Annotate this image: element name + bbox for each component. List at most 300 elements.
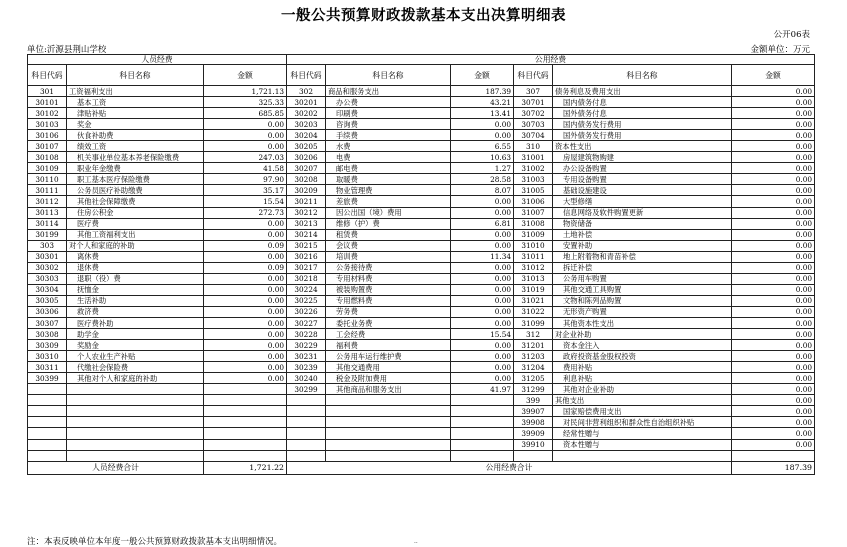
personnel-code-cell [28,395,67,406]
personnel-code-cell: 30101 [28,97,67,108]
public-right-code-cell: 31001 [514,152,553,163]
public-mid-code-cell [287,417,326,428]
public-right-code-cell: 31003 [514,174,553,185]
public-mid-name-cell: 租赁费 [326,229,451,240]
personnel-amount-cell [204,450,287,461]
public-mid-code-cell: 302 [287,86,326,97]
public-right-code-cell: 31007 [514,207,553,218]
table-row [28,152,815,163]
public-right-amount-cell: 0.00 [732,196,815,207]
public-right-amount-cell: 0.00 [732,417,815,428]
public-right-code-cell: 31022 [514,306,553,317]
personnel-amount-cell [204,417,287,428]
personnel-name-cell [67,417,204,428]
public-right-amount-cell: 0.00 [732,185,815,196]
table-row [28,196,815,207]
public-mid-code-cell: 30224 [287,284,326,295]
personnel-amount-cell: 0.00 [204,251,287,262]
public-right-name-cell: 利息补贴 [553,373,732,384]
public-mid-name-cell: 委托业务费 [326,317,451,328]
public-mid-amount-cell: 11.34 [451,251,514,262]
public-right-name-cell: 房屋建筑物购建 [553,152,732,163]
public-mid-code-cell: 30231 [287,351,326,362]
public-right-amount-cell: 0.00 [732,329,815,340]
public-right-name-cell: 资本性赠与 [553,439,732,450]
public-mid-name-cell: 被装购置费 [326,284,451,295]
public-mid-code-cell: 30205 [287,141,326,152]
personnel-name-cell: 机关事业单位基本养老保险缴费 [67,152,204,163]
public-mid-name-cell: 邮电费 [326,163,451,174]
public-mid-code-cell: 30212 [287,207,326,218]
public-right-name-cell: 无形资产购置 [553,306,732,317]
personnel-amount-cell: 0.00 [204,340,287,351]
public-right-code-cell: 31019 [514,284,553,295]
table-row [28,273,815,284]
public-mid-amount-cell: 0.00 [451,240,514,251]
public-mid-name-cell: 专用材料费 [326,273,451,284]
public-mid-amount-cell: 8.07 [451,185,514,196]
public-right-name-cell: 国外债务发行费用 [553,130,732,141]
personnel-name-cell: 职业年金缴费 [67,163,204,174]
personnel-name-cell: 住房公积金 [67,207,204,218]
page-number-mark: ·· [414,540,418,547]
public-mid-amount-cell: 0.00 [451,317,514,328]
personnel-amount-cell: 97.90 [204,174,287,185]
public-mid-code-cell [287,395,326,406]
public-right-code-cell: 30703 [514,119,553,130]
table-row [28,406,815,417]
personnel-amount-cell [204,384,287,395]
personnel-name-cell: 抚恤金 [67,284,204,295]
personnel-amount-cell: 15.54 [204,196,287,207]
personnel-code-cell: 30110 [28,174,67,185]
public-mid-name-cell: 维修（护）费 [326,218,451,229]
public-right-amount-cell: 0.00 [732,108,815,119]
public-right-name-cell: 专用设备购置 [553,174,732,185]
public-mid-name-cell: 专用燃料费 [326,295,451,306]
unit-label: 单位:沂源县荆山学校 [27,45,107,55]
public-mid-amount-cell: 0.00 [451,207,514,218]
personnel-name-cell: 其他工资福利支出 [67,229,204,240]
personnel-amount-cell: 0.00 [204,373,287,384]
public-right-name-cell: 经常性赠与 [553,428,732,439]
personnel-code-cell: 30107 [28,141,67,152]
personnel-group-header: 人员经费 [28,55,287,65]
personnel-code-cell [28,450,67,461]
public-right-name-cell: 信息网络及软件购置更新 [553,207,732,218]
personnel-code-cell [28,406,67,417]
public-mid-amount-cell: 1.27 [451,163,514,174]
personnel-name-cell [67,384,204,395]
public-mid-name-cell [326,417,451,428]
public-mid-amount-cell [451,417,514,428]
personnel-amount-cell: 0.09 [204,240,287,251]
personnel-name-cell: 助学金 [67,329,204,340]
footnote: 注：本表反映单位本年度一般公共预算财政拨款基本支出明细情况。 [27,537,283,547]
public-mid-code-cell: 30226 [287,306,326,317]
personnel-amount-cell: 41.58 [204,163,287,174]
public-right-name-cell: 土地补偿 [553,229,732,240]
public-right-name-cell: 国家赔偿费用支出 [553,406,732,417]
public-mid-amount-cell: 0.00 [451,362,514,373]
public-total-amount: 187.39 [732,461,815,474]
public-right-amount-cell: 0.00 [732,218,815,229]
public-mid-code-cell: 30218 [287,273,326,284]
public-mid-name-cell: 工会经费 [326,329,451,340]
personnel-name-cell: 退休费 [67,262,204,273]
personnel-code-cell: 30111 [28,185,67,196]
public-right-name-cell: 安置补助 [553,240,732,251]
public-right-amount-cell [732,450,815,461]
public-right-amount-cell: 0.00 [732,251,815,262]
public-mid-code-cell: 30217 [287,262,326,273]
personnel-amount-cell: 685.85 [204,108,287,119]
public-right-code-cell: 312 [514,329,553,340]
public-right-name-cell: 办公设备购置 [553,163,732,174]
table-row [28,229,815,240]
table-row [28,340,815,351]
personnel-code-cell [28,439,67,450]
personnel-amount-cell [204,406,287,417]
public-mid-amount-cell: 41.97 [451,384,514,395]
form-code: 公开06表 [773,30,810,40]
public-mid-name-cell [326,406,451,417]
personnel-amount-cell: 0.00 [204,130,287,141]
table-row [28,362,815,373]
public-mid-code-cell [287,406,326,417]
public-mid-name-cell: 其他商品和服务支出 [326,384,451,395]
public-right-code-cell: 31204 [514,362,553,373]
public-right-code-cell: 30701 [514,97,553,108]
public-right-amount-cell: 0.00 [732,384,815,395]
public-mid-code-cell: 30213 [287,218,326,229]
col-header-name: 科目名称 [553,65,732,86]
public-mid-name-cell: 公务接待费 [326,262,451,273]
table-row [28,384,815,395]
public-mid-code-cell: 30207 [287,163,326,174]
public-mid-amount-cell: 28.58 [451,174,514,185]
personnel-total-label: 人员经费合计 [28,461,204,474]
personnel-amount-cell: 0.00 [204,229,287,240]
public-mid-name-cell: 咨询费 [326,119,451,130]
public-right-name-cell: 国外债务付息 [553,108,732,119]
table-row [28,317,815,328]
public-mid-amount-cell: 0.00 [451,373,514,384]
table-row [28,450,815,461]
public-right-amount-cell: 0.00 [732,428,815,439]
personnel-name-cell: 离休费 [67,251,204,262]
personnel-name-cell: 生活补助 [67,295,204,306]
public-right-code-cell: 31005 [514,185,553,196]
personnel-code-cell: 30301 [28,251,67,262]
public-right-amount-cell: 0.00 [732,207,815,218]
public-right-amount-cell: 0.00 [732,284,815,295]
public-right-code-cell: 31006 [514,196,553,207]
public-mid-name-cell: 差旅费 [326,196,451,207]
personnel-code-cell [28,384,67,395]
personnel-amount-cell: 1,721.13 [204,86,287,97]
public-mid-name-cell: 其他交通费用 [326,362,451,373]
public-right-amount-cell: 0.00 [732,262,815,273]
public-mid-name-cell: 会议费 [326,240,451,251]
public-mid-name-cell: 办公费 [326,97,451,108]
public-mid-name-cell: 印刷费 [326,108,451,119]
public-mid-code-cell: 30228 [287,329,326,340]
col-header-name: 科目名称 [326,65,451,86]
table-row [28,251,815,262]
public-right-code-cell: 31099 [514,317,553,328]
personnel-code-cell: 30102 [28,108,67,119]
public-mid-amount-cell: 0.00 [451,306,514,317]
public-mid-code-cell [287,450,326,461]
public-right-amount-cell: 0.00 [732,273,815,284]
public-right-amount-cell: 0.00 [732,119,815,130]
personnel-amount-cell: 0.00 [204,119,287,130]
personnel-name-cell: 个人农业生产补贴 [67,351,204,362]
table-row [28,428,815,439]
public-mid-code-cell: 30211 [287,196,326,207]
public-right-name-cell: 文物和陈列品购置 [553,295,732,306]
public-right-code-cell: 30704 [514,130,553,141]
table-row [28,141,815,152]
public-mid-amount-cell: 0.00 [451,130,514,141]
personnel-code-cell: 30112 [28,196,67,207]
public-mid-code-cell: 30216 [287,251,326,262]
public-right-amount-cell: 0.00 [732,439,815,450]
public-right-code-cell: 31009 [514,229,553,240]
public-mid-amount-cell: 0.00 [451,284,514,295]
table-row [28,351,815,362]
public-mid-name-cell [326,395,451,406]
public-mid-code-cell [287,428,326,439]
public-mid-amount-cell [451,450,514,461]
public-right-code-cell: 39908 [514,417,553,428]
public-mid-name-cell: 培训费 [326,251,451,262]
public-right-code-cell: 310 [514,141,553,152]
public-mid-name-cell [326,439,451,450]
table-row [28,207,815,218]
col-header-code: 科目代码 [28,65,67,86]
public-mid-code-cell: 30203 [287,119,326,130]
public-mid-amount-cell: 0.00 [451,119,514,130]
public-mid-name-cell: 福利费 [326,340,451,351]
public-right-code-cell: 39907 [514,406,553,417]
money-unit-label: 金额单位：万元 [750,45,810,55]
personnel-name-cell: 绩效工资 [67,141,204,152]
personnel-name-cell: 救济费 [67,306,204,317]
public-right-amount-cell: 0.00 [732,130,815,141]
personnel-code-cell: 30106 [28,130,67,141]
table-row [28,417,815,428]
public-right-name-cell: 其他对企业补助 [553,384,732,395]
public-mid-code-cell: 30201 [287,97,326,108]
table-body [28,86,815,462]
personnel-amount-cell [204,439,287,450]
public-right-code-cell: 39909 [514,428,553,439]
col-header-code: 科目代码 [287,65,326,86]
table-row [28,163,815,174]
personnel-amount-cell: 0.00 [204,141,287,152]
personnel-code-cell: 30199 [28,229,67,240]
public-mid-code-cell: 30206 [287,152,326,163]
personnel-code-cell: 301 [28,86,67,97]
public-right-amount-cell: 0.00 [732,362,815,373]
public-right-code-cell: 31010 [514,240,553,251]
public-right-code-cell: 31008 [514,218,553,229]
personnel-code-cell: 30311 [28,362,67,373]
personnel-name-cell: 其他社会保障缴费 [67,196,204,207]
personnel-name-cell [67,406,204,417]
personnel-code-cell: 30103 [28,119,67,130]
public-right-code-cell: 307 [514,86,553,97]
public-right-amount-cell: 0.00 [732,340,815,351]
personnel-name-cell: 医疗费 [67,218,204,229]
public-right-code-cell: 39910 [514,439,553,450]
table-row [28,108,815,119]
personnel-code-cell [28,428,67,439]
public-right-name-cell: 物资储备 [553,218,732,229]
personnel-amount-cell: 0.00 [204,306,287,317]
personnel-name-cell: 职工基本医疗保险缴费 [67,174,204,185]
personnel-amount-cell: 0.00 [204,284,287,295]
public-mid-name-cell: 取暖费 [326,174,451,185]
public-mid-name-cell: 公务用车运行维护费 [326,351,451,362]
personnel-amount-cell: 0.00 [204,295,287,306]
public-mid-amount-cell: 15.54 [451,329,514,340]
col-header-amount: 金额 [732,65,815,86]
public-mid-code-cell: 30202 [287,108,326,119]
table-row [28,185,815,196]
personnel-code-cell: 30308 [28,329,67,340]
public-total-label: 公用经费合计 [287,461,732,474]
personnel-name-cell: 其他对个人和家庭的补助 [67,373,204,384]
personnel-amount-cell [204,395,287,406]
public-group-header: 公用经费 [287,55,815,65]
public-right-amount-cell: 0.00 [732,295,815,306]
public-right-code-cell [514,450,553,461]
public-right-name-cell: 政府投资基金股权投资 [553,351,732,362]
table-row [28,306,815,317]
public-right-amount-cell: 0.00 [732,240,815,251]
public-right-name-cell: 基础设施建设 [553,185,732,196]
personnel-code-cell: 30113 [28,207,67,218]
public-right-name-cell: 对民间非营利组织和群众性自治组织补贴 [553,417,732,428]
public-mid-name-cell: 税金及附加费用 [326,373,451,384]
public-right-amount-cell: 0.00 [732,163,815,174]
table-row [28,329,815,340]
personnel-code-cell: 30306 [28,306,67,317]
report-title: 一般公共预算财政拨款基本支出决算明细表 [281,8,566,24]
public-right-amount-cell: 0.00 [732,351,815,362]
public-mid-amount-cell: 6.55 [451,141,514,152]
public-right-amount-cell: 0.00 [732,395,815,406]
public-mid-name-cell: 因公出国（境）费用 [326,207,451,218]
public-mid-code-cell: 30225 [287,295,326,306]
public-right-amount-cell: 0.00 [732,97,815,108]
public-mid-code-cell: 30229 [287,340,326,351]
personnel-amount-cell: 272.73 [204,207,287,218]
public-right-code-cell: 31002 [514,163,553,174]
personnel-name-cell [67,439,204,450]
public-mid-amount-cell [451,406,514,417]
personnel-amount-cell: 0.00 [204,317,287,328]
public-right-code-cell: 399 [514,395,553,406]
public-right-amount-cell: 0.00 [732,174,815,185]
table-row [28,439,815,450]
public-right-name-cell: 大型修缮 [553,196,732,207]
personnel-name-cell: 退职（役）费 [67,273,204,284]
public-right-amount-cell: 0.00 [732,306,815,317]
public-right-amount-cell: 0.00 [732,141,815,152]
table-row [28,373,815,384]
public-right-name-cell: 资本金注入 [553,340,732,351]
public-right-name-cell: 债务利息及费用支出 [553,86,732,97]
personnel-amount-cell [204,428,287,439]
personnel-code-cell: 30109 [28,163,67,174]
public-right-amount-cell: 0.00 [732,152,815,163]
public-right-name-cell: 费用补贴 [553,362,732,373]
public-right-code-cell: 31299 [514,384,553,395]
personnel-name-cell: 工资福利支出 [67,86,204,97]
table-row [28,119,815,130]
personnel-code-cell: 30303 [28,273,67,284]
public-mid-name-cell [326,450,451,461]
personnel-name-cell: 伙食补助费 [67,130,204,141]
personnel-name-cell [67,428,204,439]
personnel-code-cell: 30108 [28,152,67,163]
public-mid-amount-cell: 0.00 [451,273,514,284]
personnel-amount-cell: 0.00 [204,362,287,373]
personnel-name-cell: 奖金 [67,119,204,130]
table-row [28,395,815,406]
public-mid-amount-cell: 0.00 [451,295,514,306]
personnel-name-cell: 代缴社会保险费 [67,362,204,373]
table-row [28,284,815,295]
personnel-name-cell: 基本工资 [67,97,204,108]
personnel-name-cell [67,395,204,406]
personnel-amount-cell: 325.33 [204,97,287,108]
public-right-name-cell: 国内债务发行费用 [553,119,732,130]
table-row [28,97,815,108]
public-mid-amount-cell: 0.00 [451,196,514,207]
public-mid-code-cell: 30239 [287,362,326,373]
public-mid-amount-cell [451,428,514,439]
public-right-name-cell [553,450,732,461]
table-row [28,174,815,185]
public-right-name-cell: 拆迁补偿 [553,262,732,273]
public-right-code-cell: 31203 [514,351,553,362]
public-mid-code-cell: 30240 [287,373,326,384]
public-mid-code-cell: 30204 [287,130,326,141]
public-mid-amount-cell: 0.00 [451,351,514,362]
public-mid-code-cell: 30209 [287,185,326,196]
public-mid-name-cell: 电费 [326,152,451,163]
personnel-amount-cell: 35.17 [204,185,287,196]
public-mid-code-cell: 30299 [287,384,326,395]
personnel-code-cell: 30309 [28,340,67,351]
table-row [28,240,815,251]
public-right-name-cell: 地上附着物和青苗补偿 [553,251,732,262]
table-row [28,86,815,97]
public-right-name-cell: 其他支出 [553,395,732,406]
personnel-amount-cell: 0.00 [204,329,287,340]
public-right-amount-cell: 0.00 [732,373,815,384]
public-mid-amount-cell: 0.00 [451,340,514,351]
personnel-code-cell: 30399 [28,373,67,384]
col-header-name: 科目名称 [67,65,204,86]
public-mid-amount-cell: 187.39 [451,86,514,97]
public-mid-name-cell: 物业管理费 [326,185,451,196]
